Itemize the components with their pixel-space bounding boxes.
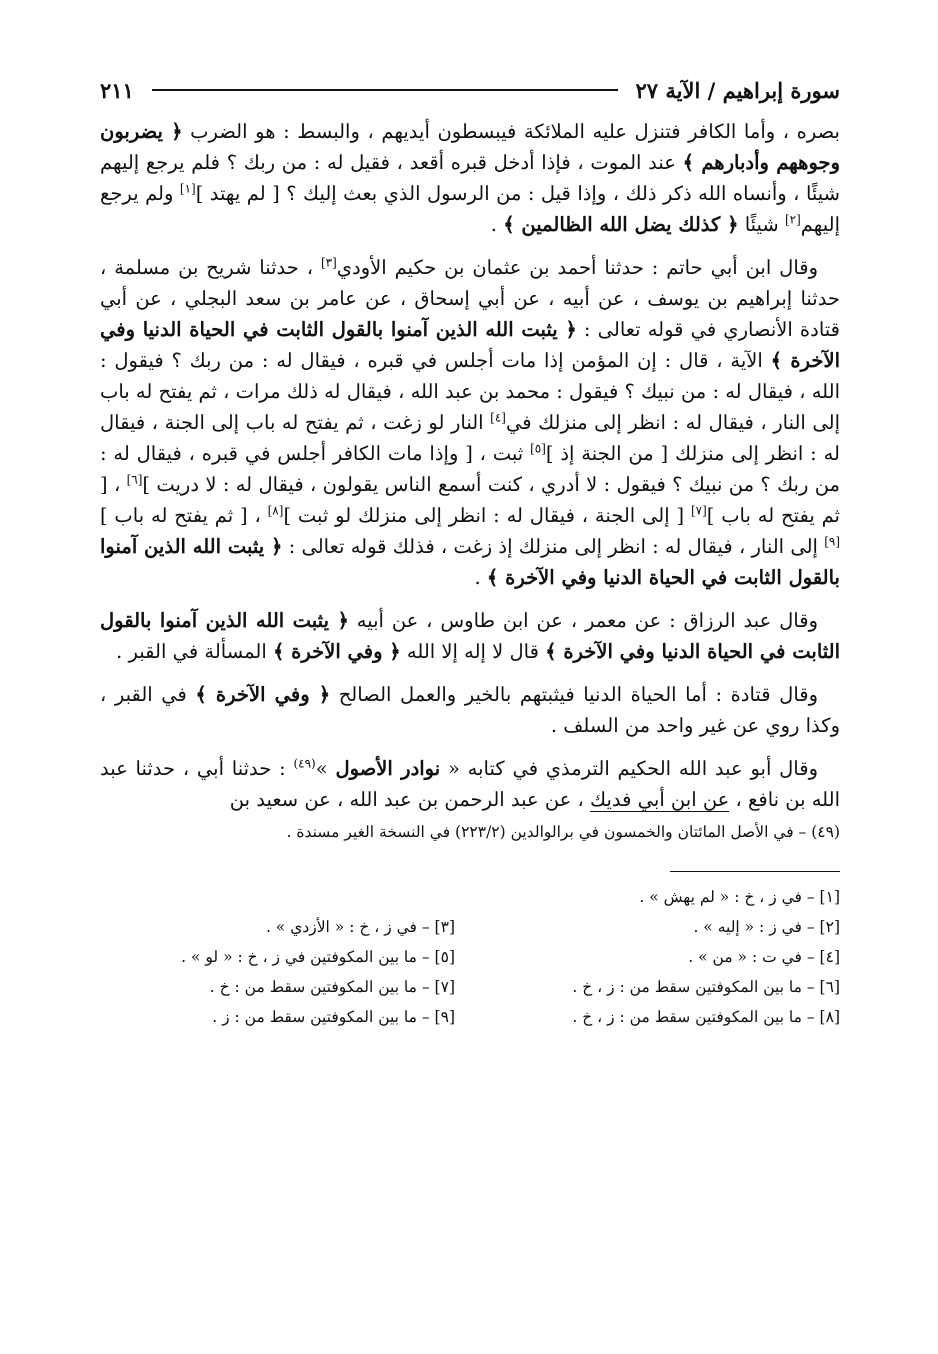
- footnote-1: [١] – في ز ، خ : « لم يهش » .: [639, 888, 840, 906]
- footnotes: [100, 882, 840, 1032]
- footnote-ref-2: [٢]: [784, 212, 801, 227]
- running-header: [100, 70, 840, 110]
- quran-quote: ﴿ يضربون وجوههم وأدبارهم ﴾: [100, 120, 840, 174]
- footnote-separator: [670, 871, 840, 872]
- footnote-3: [٣] – في ز ، خ : « الأزدي » .: [265, 918, 455, 936]
- quran-quote: ﴿ وفي الآخرة ﴾: [195, 683, 331, 706]
- note-ref-49: (٤٩): [293, 756, 316, 771]
- book-page: [100, 70, 840, 1032]
- text-run: [ إلى الجنة ، فيقال له : انظر إلى منزلك لو ثبت ]: [283, 504, 691, 527]
- footnote-2: [٢] – في ز : « إليه » .: [693, 918, 840, 936]
- text-run: قال لا إله إلا الله: [400, 640, 546, 663]
- quran-quote: ﴿ وفي الآخرة ﴾: [272, 640, 401, 663]
- main-text: [100, 116, 840, 845]
- text-run: بصره ، وأما الكافر فتنزل عليه الملائكة فيبسطون أيديهم ، والبسط : هو الضرب: [182, 120, 840, 143]
- footnote-7: [٧] – ما بين المكوفتين سقط من : خ .: [209, 978, 455, 996]
- footnote-9: [٩] – ما بين المكوفتين سقط من : ز .: [212, 1008, 455, 1026]
- book-title: نوادر الأصول: [335, 757, 441, 780]
- text-run: : حدثنا أبي ، حدثنا عبد الله بن نافع ،: [100, 757, 840, 811]
- text-run: ثبت ، [ وإذا مات الكافر أجلس في قبره ، فيقال له : من ربك ؟ من نبيك ؟ فيقول : لا أدري ، كنت أسمع الناس يقولون ، فيقال له : لا دريت ]: [100, 442, 840, 496]
- text-run: .: [490, 213, 504, 236]
- footnote-8: [٨] – ما بين المكوفتين سقط من : ز ، خ .: [572, 1008, 840, 1026]
- footnote-5: [٥] – ما بين المكوفتين في ز ، خ : « لو » .: [181, 948, 455, 966]
- page-number: ٢١١: [100, 77, 134, 103]
- text-run: وقال ابن أبي حاتم : حدثنا أحمد بن عثمان بن حكيم الأودي: [336, 256, 819, 279]
- footnote-4: [٤] – في ت : « من » .: [688, 948, 840, 966]
- footnote-6: [٦] – ما بين المكوفتين سقط من : ز ، خ .: [572, 978, 840, 996]
- text-run: ، عن عبد الرحمن بن عبد الله ، عن سعيد بن: [229, 788, 591, 811]
- text-run: النار لو زغت ، ثم يفتح له باب إلى الجنة ، فيقال له : انظر إلى منزلك [ من الجنة إذ ]: [100, 411, 840, 465]
- quran-quote: ﴿ يثبت الله الذين آمنوا بالقول الثابت في الحياة الدنيا وفي الآخرة ﴾: [100, 535, 840, 589]
- paragraph-2: [100, 252, 840, 593]
- underlined-text: عن ابن أبي فديك: [590, 788, 730, 811]
- footnote-ref-5: [٥]: [530, 441, 546, 456]
- paragraph-1: [100, 116, 840, 240]
- quran-quote: ﴿ كذلك يضل الله الظالمين ﴾: [503, 213, 739, 236]
- footnote-ref-9: [٩]: [824, 534, 841, 549]
- text-run: إلى النار ، فيقال له : انظر إلى منزلك إذ زغت ، فذلك قوله تعالى :: [282, 535, 825, 558]
- text-run: وقال أبو عبد الله الحكيم الترمذي في كتابه «: [440, 757, 818, 780]
- text-run: ، حدثنا شريح بن مسلمة ، حدثنا إبراهيم بن يوسف ، عن أبيه ، عن أبي إسحاق ، عن عامر بن سعد البجلي ، عن أبي قتادة الأنصاري في قوله تعالى :: [100, 256, 840, 341]
- paragraph-3: [100, 605, 840, 667]
- footnote-ref-7: [٧]: [690, 503, 707, 518]
- footnote-ref-1: [١]: [179, 181, 196, 196]
- text-run: في القبر ، وكذا روي عن غير واحد من السلف .: [100, 683, 840, 737]
- text-run: وقال قتادة : أما الحياة الدنيا فيثبتهم بالخير والعمل الصالح: [330, 683, 818, 706]
- text-run: ، [ ثم يفتح له باب ]: [100, 473, 840, 527]
- quran-quote: ﴿ يثبت الله الذين آمنوا بالقول الثابت في الحياة الدنيا وفي الآخرة ﴾: [100, 609, 840, 663]
- footnote-ref-3: [٣]: [320, 255, 337, 270]
- inline-note-49: (٤٩) – في الأصل المائتان والخمسون في برالوالدين (٢٢٣/٢) في النسخة الغير مسندة .: [286, 823, 840, 841]
- footnote-ref-6: [٦]: [126, 472, 143, 487]
- footnote-ref-8: [٨]: [267, 503, 284, 518]
- text-run: الآية ، قال : إن المؤمن إذا مات أجلس في قبره ، فيقال له : من ربك ؟ فيقول : الله ، فيقال له : من نبيك ؟ فيقول : محمد بن عبد الله ، فيقال له ذلك مرات ، ثم يفتح له باب إلى النار ، فيقال له : انظر إلى منزلك في: [100, 349, 840, 434]
- text-run: ، [ ثم يفتح له باب ]: [100, 504, 268, 527]
- paragraph-5: [100, 753, 840, 815]
- text-run: .: [474, 566, 487, 589]
- text-run: وقال عبد الرزاق : عن معمر ، عن ابن طاوس ، عن أبيه: [348, 609, 818, 632]
- footnote-ref-4: [٤]: [490, 410, 506, 425]
- footnote-empty: [100, 882, 455, 912]
- text-run: شيئًا: [738, 213, 785, 236]
- paragraph-4: [100, 679, 840, 741]
- running-title: سورة إبراهيم / الآية ٢٧: [635, 77, 840, 103]
- text-run: عند الموت ، فإذا أدخل قبره أقعد ، فقيل له : من ربك ؟ فلم يرجع إليهم شيئًا ، وأنساه الله ذكر ذلك ، وإذا قيل : من الرسول الذي بعث إليك ؟ [ لم يهتد ]: [100, 151, 840, 205]
- text-run: المسألة في القبر .: [116, 640, 273, 663]
- header-rule: [152, 89, 618, 91]
- quran-quote: ﴿ يثبت الله الذين آمنوا بالقول الثابت في الحياة الدنيا وفي الآخرة ﴾: [100, 318, 840, 372]
- text-run: »: [315, 757, 336, 780]
- text-run: ولم يرجع إليهم: [100, 182, 840, 236]
